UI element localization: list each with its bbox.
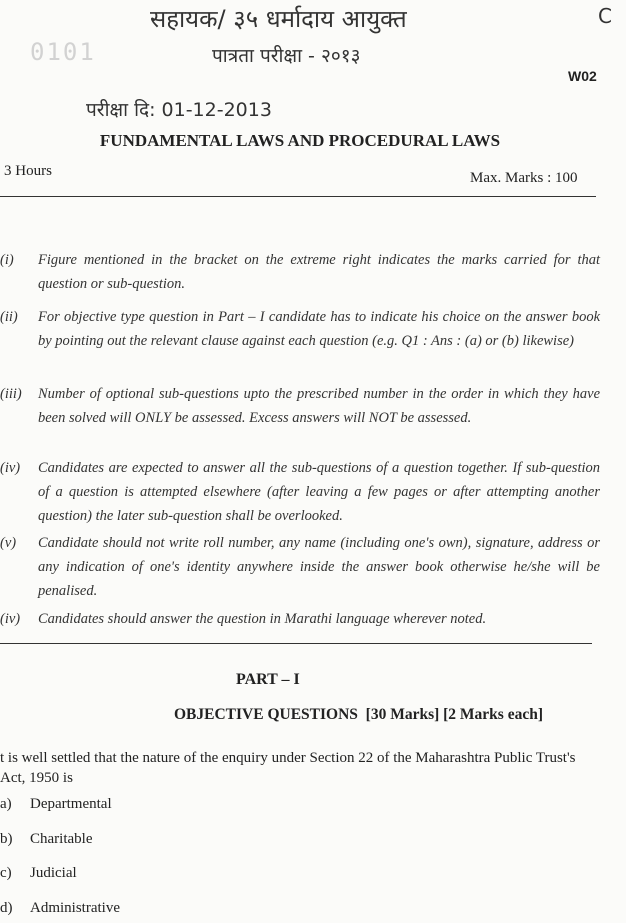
paper-code: W02 — [568, 68, 597, 84]
paper-title: FUNDAMENTAL LAWS AND PROCEDURAL LAWS — [99, 131, 501, 150]
instruction-number: (i) — [0, 252, 14, 268]
option-text: Judicial — [30, 865, 77, 881]
duration: 3 Hours — [4, 163, 52, 179]
header-divider — [0, 196, 596, 197]
part-heading: PART – I — [236, 671, 300, 688]
instruction-number: (iv) — [0, 611, 21, 627]
section-heading: OBJECTIVE QUESTIONS [30 Marks] [2 Marks each] — [174, 706, 544, 723]
instruction-text: Candidates are expected to answer all the sub-questions of a question together. If sub-question of a question is attempted elsewhere (after leaving a few pages or after attempting another question) the later sub-question shall be overlooked. — [38, 460, 600, 524]
instruction-item — [0, 382, 600, 430]
max-marks: Max. Marks : 100 — [470, 170, 578, 186]
instruction-number: (iv) — [0, 460, 21, 476]
instruction-text: Number of optional sub-questions upto the prescribed number in the order in which they have been solved will ONLY be assessed. Excess answers will NOT be assessed. — [38, 386, 600, 426]
handwritten-corner-mark: C — [598, 4, 612, 28]
instruction-item — [0, 305, 600, 353]
instruction-item — [0, 248, 600, 296]
instruction-text: For objective type question in Part – I candidate has to indicate his choice on the answer book by pointing out the relevant clause against each question (e.g. Q1 : Ans : (a) or (b) likewise) — [38, 309, 600, 349]
instruction-item — [0, 456, 600, 528]
handwritten-heading: सहायक/ ३५ धर्मादाय आयुक्त — [150, 5, 407, 33]
option-item — [0, 865, 77, 882]
option-label: d) — [0, 900, 13, 916]
instruction-item — [0, 607, 600, 631]
instruction-item — [0, 531, 600, 603]
option-text: Charitable — [30, 831, 93, 847]
instruction-text: Candidate should not write roll number, any name (including one's own), signature, address or any indication of one's identity anywhere inside the answer book otherwise he/she will be penalised. — [38, 535, 600, 599]
option-label: b) — [0, 831, 13, 847]
option-label: a) — [0, 796, 12, 812]
instruction-number: (iii) — [0, 386, 22, 402]
option-item — [0, 831, 92, 848]
handwritten-exam-date: परीक्षा दि: 01-12-2013 — [86, 99, 272, 121]
instructions-divider — [0, 643, 592, 644]
question-text: t is well settled that the nature of the enquiry under Section 22 of the Maharashtra Public Trust's Act, 1950 is — [0, 750, 576, 786]
option-label: c) — [0, 865, 12, 881]
option-item — [0, 796, 112, 813]
option-item — [0, 900, 120, 917]
option-text: Departmental — [30, 796, 112, 812]
instruction-number: (v) — [0, 535, 17, 551]
instruction-number: (ii) — [0, 309, 18, 325]
instruction-text: Figure mentioned in the bracket on the extreme right indicates the marks carried for that question or sub-question. — [38, 252, 600, 292]
instruction-text: Candidates should answer the question in Marathi language wherever noted. — [38, 611, 487, 627]
handwritten-subheading: पात्रता परीक्षा - २०१३ — [212, 45, 361, 67]
code-stamp: 0101 — [30, 38, 96, 66]
option-text: Administrative — [30, 900, 120, 916]
